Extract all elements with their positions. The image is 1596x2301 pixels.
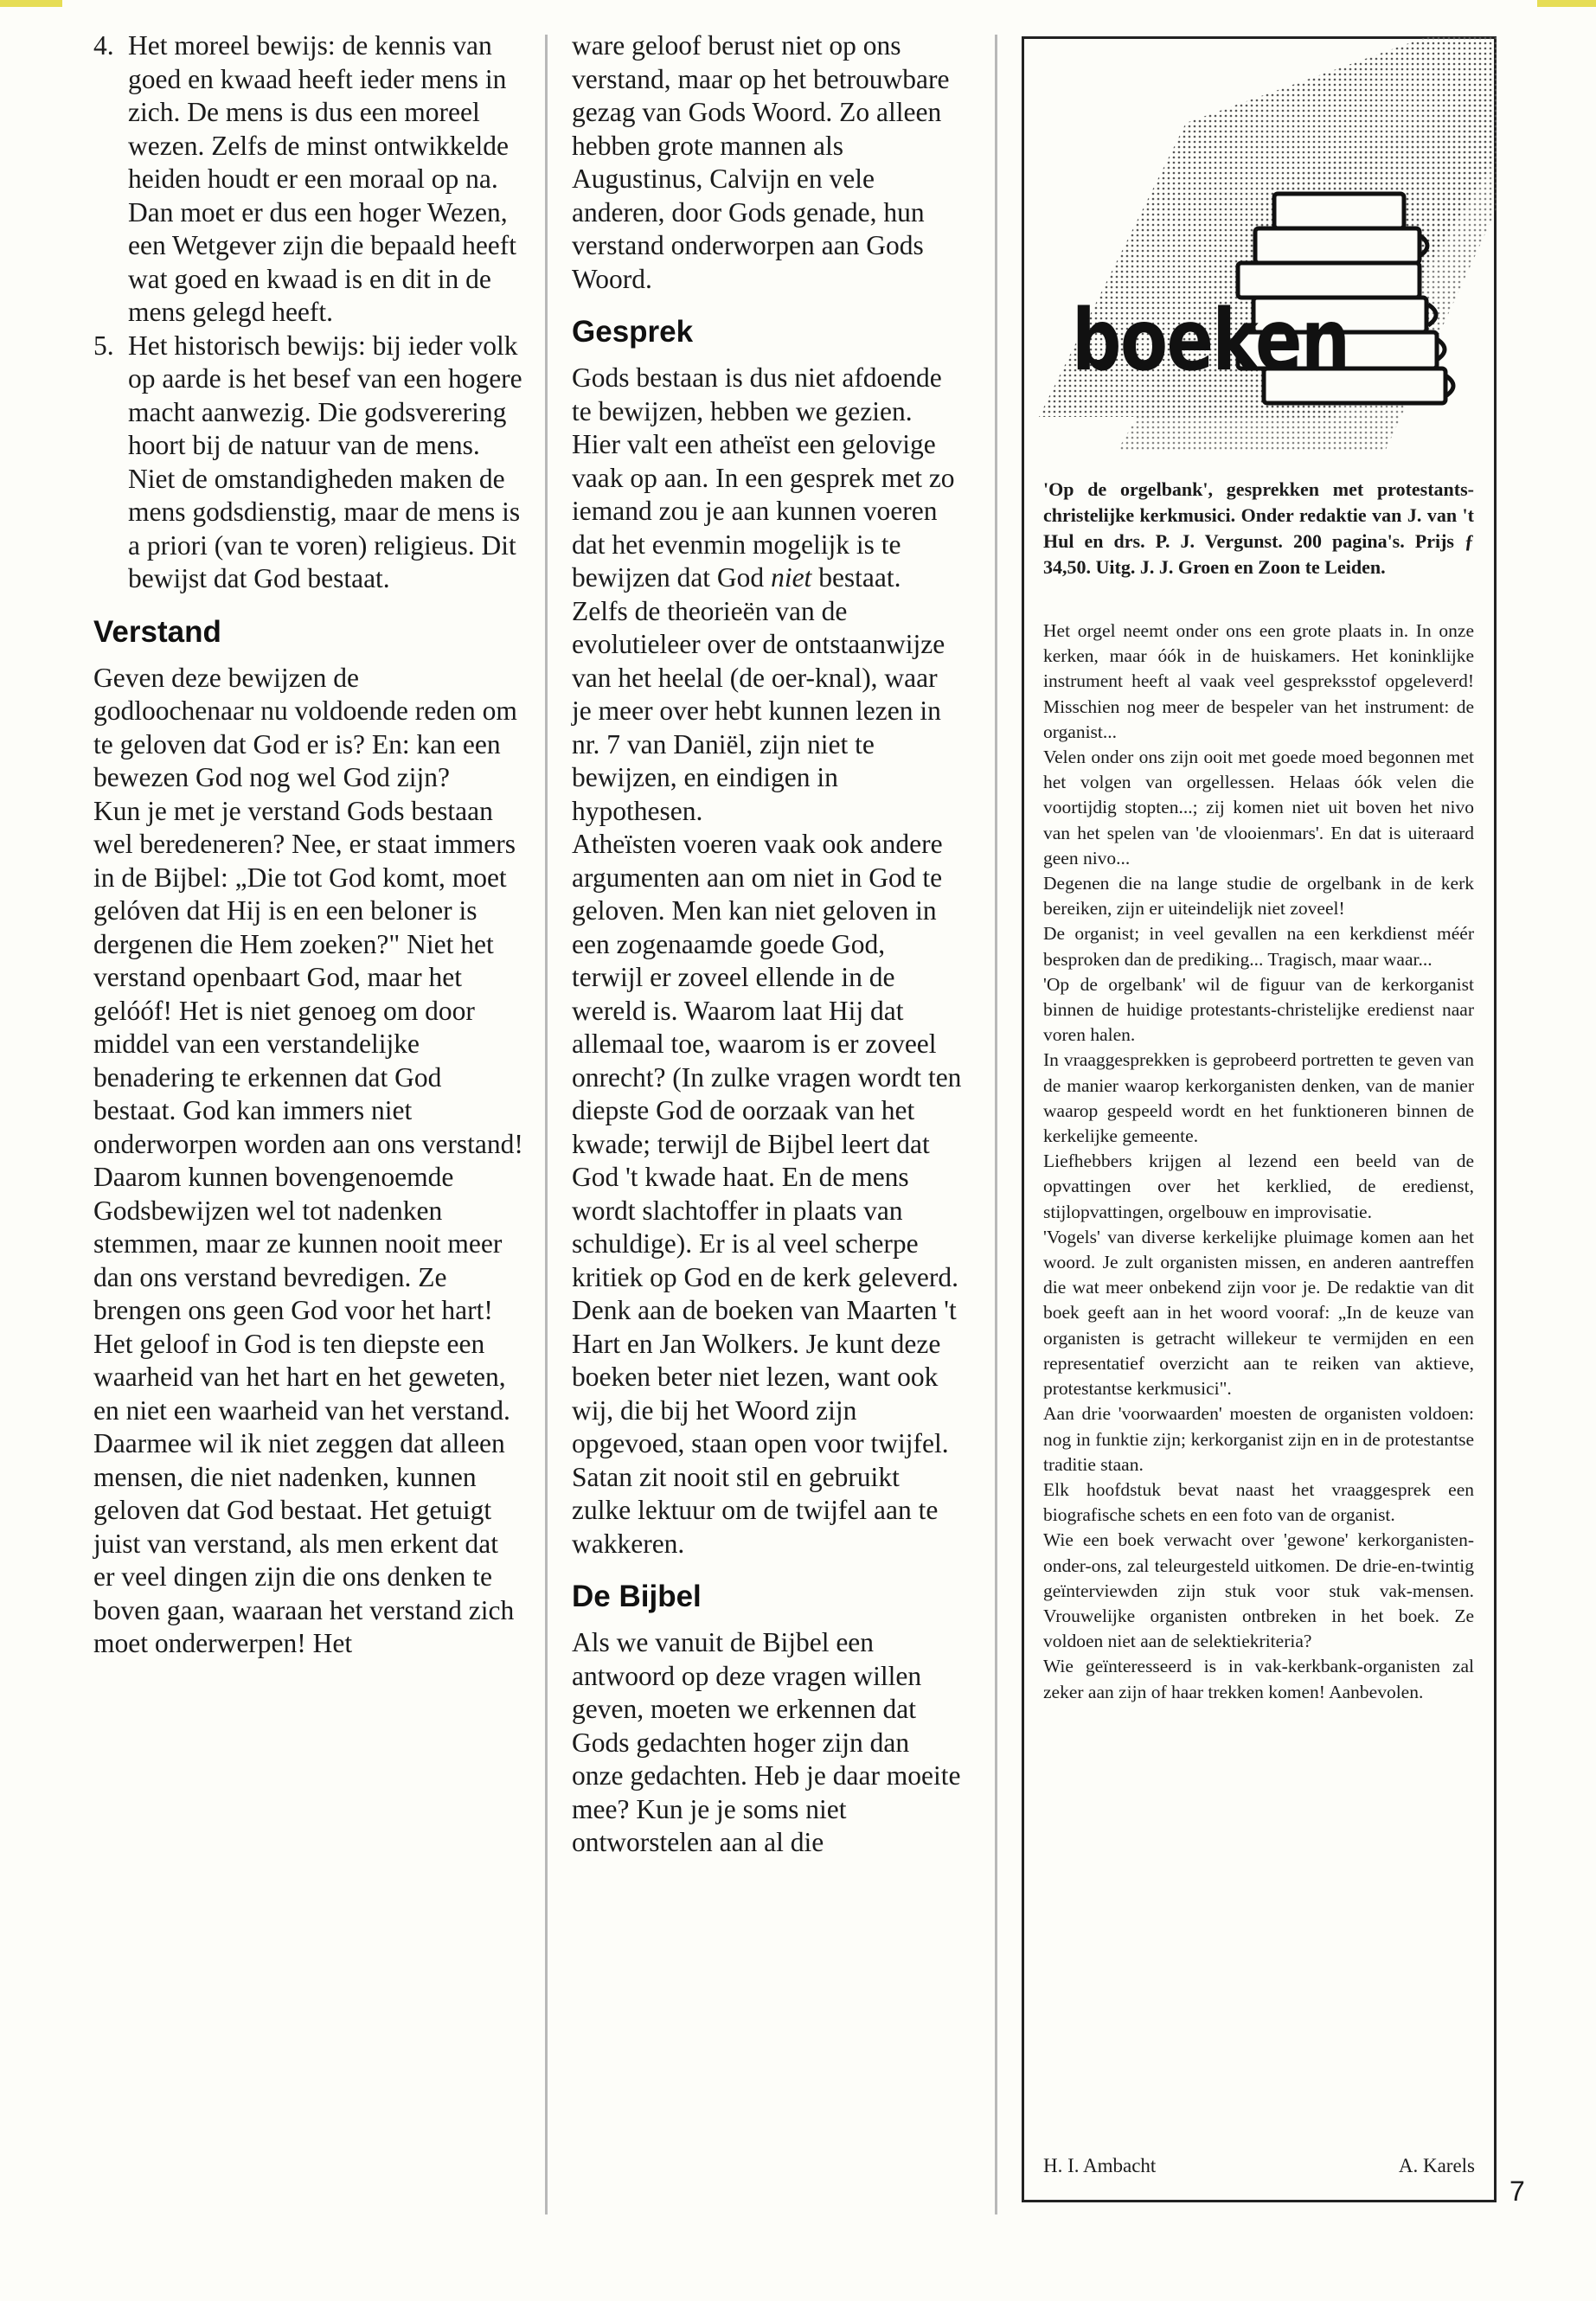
section-heading-verstand: Verstand xyxy=(93,614,221,649)
review-paragraph: Het orgel neemt onder ons een grote plaats in. In onze kerken, maar óók in de huiskamers. Het koninklijke instrument heeft al vaak veel gespreksstof opgeleverd! Misschien nog meer de bespeler van het instrument: de organist... xyxy=(1043,620,1474,742)
review-paragraph: Degenen die na lange studie de orgelbank in de kerk bereiken, zijn er uiteindelijk niet zoveel! xyxy=(1043,873,1474,920)
column-2 xyxy=(572,29,963,1860)
review-paragraph: Wie een boek verwacht over 'gewone' kerkorganisten-onder-ons, zal teleurgesteld uitkomen. De drie-en-twintig geïnterviewden zijn stuk voor stuk vak-mensen. Vrouwelijke organisten ontbreken in het boek. Ze voldoen niet aan de selektiekriteria? xyxy=(1043,1529,1474,1652)
review-paragraph: De organist; in veel gevallen na een kerkdienst méér besproken dan de prediking... Tragisch, maar waar... xyxy=(1043,923,1474,970)
review-paragraph: Liefhebbers krijgen al lezend een beeld van de opvattingen over het kerklied, de eredienst, stijlopvattingen, orgelbouw en improvisatie. xyxy=(1043,1150,1474,1222)
review-paragraph: Wie geïnteresseerd is in vak-kerkbank-organisten zal zeker aan zijn of haar trekken komen! Aanbevolen. xyxy=(1043,1656,1474,1702)
books-banner-graphic xyxy=(1022,36,1497,469)
list-text: Het moreel bewijs: de kennis van goed en kwaad heeft ieder mens in zich. De mens is dus een moreel wezen. Zelfs de minst ontwikkelde heiden houdt er een moraal op na. Dan moet er dus een hoger Wezen, een Wetgever zijn die bepaald heeft wat goed en kwaad is en dit in de mens gelegd heeft. xyxy=(128,30,517,327)
column-divider xyxy=(995,35,997,2214)
paragraph: Als we vanuit de Bijbel een antwoord op deze vragen willen geven, moeten we erkennen dat Gods gedachten hoger zijn dan onze gedachten. Heb je daar moeite mee? Kun je je soms niet ontworstelen aan al die xyxy=(572,1627,961,1857)
list-item xyxy=(93,330,526,596)
text-run: Gods bestaan is dus niet afdoende te bewijzen, hebben we gezien. Hier valt een atheïst een gelovige vaak op aan. In een gesprek met zo iemand zou je aan kunnen voeren dat het evenmin mogelijk is te bewijzen dat God xyxy=(572,362,955,593)
top-right-color-mark xyxy=(1537,0,1596,7)
top-left-color-mark xyxy=(0,0,62,7)
list-number: 4. xyxy=(93,30,114,61)
book-review-box xyxy=(1022,36,1497,2202)
list-number: 5. xyxy=(93,330,114,361)
review-paragraph: Elk hoofdstuk bevat naast het vraaggesprek een biografische schets en een foto van de organist. xyxy=(1043,1478,1474,1526)
review-paragraph: In vraaggesprekken is geprobeerd portretten te geven van de manier waarop kerkorganisten denken, van de manier waarop gespeeld wordt en het funktioneren binnen de kerkelijke gemeente. xyxy=(1043,1049,1474,1147)
section-heading-de-bijbel: De Bijbel xyxy=(572,1580,702,1613)
reviewer-location: H. I. Ambacht xyxy=(1043,2155,1157,2176)
paragraph: Daarmee wil ik niet zeggen dat alleen mensen, die niet nadenken, kunnen geloven dat God bestaat. Het getuigt juist van verstand, als men erkent dat er veel dingen zijn die ons denken te boven gaan, waaraan het verstand zich moet onderwerpen! Het xyxy=(93,1428,515,1658)
review-paragraph: Aan drie 'voorwaarden' moesten de organisten voldoen: nog in funktie zijn; kerkorganist zijn en in de protestantse traditie staan. xyxy=(1043,1403,1474,1475)
reviewer-name: A. Karels xyxy=(1398,2155,1475,2176)
paragraph: Kun je met je verstand Gods bestaan wel beredeneren? Nee, er staat immers in de Bijbel: „Die tot God komt, moet gelóven dat Hij is en een beloner is dergenen die Hem zoeken?" Niet het verstand openbaart God, maar het gelóóf! Het is niet genoeg om door middel van een verstandelijke benadering te erkennen dat God bestaat. God kan immers niet onderworpen worden aan ons verstand! Daarom kunnen bovengenoemde Godsbewijzen wel tot nadenken stemmen, maar ze kunnen nooit meer dan ons verstand bevredigen. Ze brengen ons geen God voor het hart! Het geloof in God is ten diepste een waarheid van het hart en het geweten, en niet een waarheid van het verstand. xyxy=(93,795,523,1426)
section-heading-gesprek: Gesprek xyxy=(572,315,694,349)
page-number: 7 xyxy=(1509,2176,1525,2207)
review-paragraph: 'Op de orgelbank' wil de figuur van de kerkorganist binnen de huidige protestants-christelijke eredienst naar voren halen. xyxy=(1043,973,1474,1046)
paragraph: Atheïsten voeren vaak ook andere argumenten aan om niet in God te geloven. Men kan niet geloven in een zogenaamde goede God, terwijl er zoveel ellende in de wereld is. Waarom laat Hij dat allemaal toe, waarom is er zoveel onrecht? (In zulke vragen wordt ten diepste God de oorzaak van het kwade; terwijl de Bijbel leert dat God 't kwade haat. En de mens wordt slachtoffer in plaats van schuldige). Er is al veel scherpe kritiek op God en de kerk geleverd. Denk aan de boeken van Maarten 't Hart en Jan Wolkers. Je kunt deze boeken beter niet lezen, want ook wij, die bij het Woord zijn opgevoed, staan open voor twijfel. Satan zit nooit stil en gebruikt zulke lektuur om de twijfel aan te wakkeren. xyxy=(572,829,962,1559)
column-1 xyxy=(93,29,526,1661)
review-paragraph: 'Vogels' van diverse kerkelijke pluimage komen aan het woord. Je zult organisten missen, en anderen aantreffen die wat meer onbekend zijn voor je. De redaktie van dit boek geeft aan in het woord vooraf: „In de keuze van organisten is getracht willekeur te vermijden en een representatief overzicht aan te reiken van aktieve, protestantse kerkmusici". xyxy=(1043,1226,1474,1400)
book-details: 'Op de orgelbank', gesprekken met protestants-christelijke kerkmusici. Onder redaktie van J. van 't Hul en drs. P. J. Vergunst. 200 pagina's. Prijs ƒ 34,50. Uitg. J. J. Groen en Zoon te Leiden. xyxy=(1043,478,1474,578)
paragraph xyxy=(572,362,963,828)
proof-list xyxy=(93,29,526,596)
list-item xyxy=(93,29,526,330)
paragraph: ware geloof berust niet op ons verstand, maar op het betrouwbare gezag van Gods Woord. Zo alleen hebben grote mannen als Augustinus, Calvijn en vele anderen, door Gods genade, hun verstand onderworpen aan Gods Woord. xyxy=(572,30,950,294)
list-text: Het historisch bewijs: bij ieder volk op aarde is het besef van een hogere macht aanwezig. Die godsverering hoort bij de natuur van de mens. Niet de omstandigheden maken de mens godsdienstig, maar de mens is a priori (van te voren) religieus. Dit bewijst dat God bestaat. xyxy=(128,330,522,593)
column-divider xyxy=(545,35,548,2214)
emphasis: niet xyxy=(771,562,812,593)
paragraph: Geven deze bewijzen de godloochenaar nu voldoende reden om te geloven dat God er is? En: kan een bewezen God nog wel God zijn? xyxy=(93,662,517,792)
review-paragraph: Velen onder ons zijn ooit met goede moed begonnen met het volgen van orgellessen. Helaas óók velen die voortijdig stopten...; zij komen niet uit boven het nivo van het spelen van 'de vlooienmars'. En dat is uiteraard geen nivo... xyxy=(1043,747,1474,868)
review-text xyxy=(1043,619,1474,1705)
text-run: bestaat. Zelfs de theorieën van de evolutieleer over de ontstaanwijze van het heelal (de oer-knal), waar je meer over hebt kunnen lezen in nr. 7 van Daniël, zijn niet te bewijzen, en eindigen in hypothesen. xyxy=(572,562,945,826)
banner-title: boeken xyxy=(1072,292,1349,390)
